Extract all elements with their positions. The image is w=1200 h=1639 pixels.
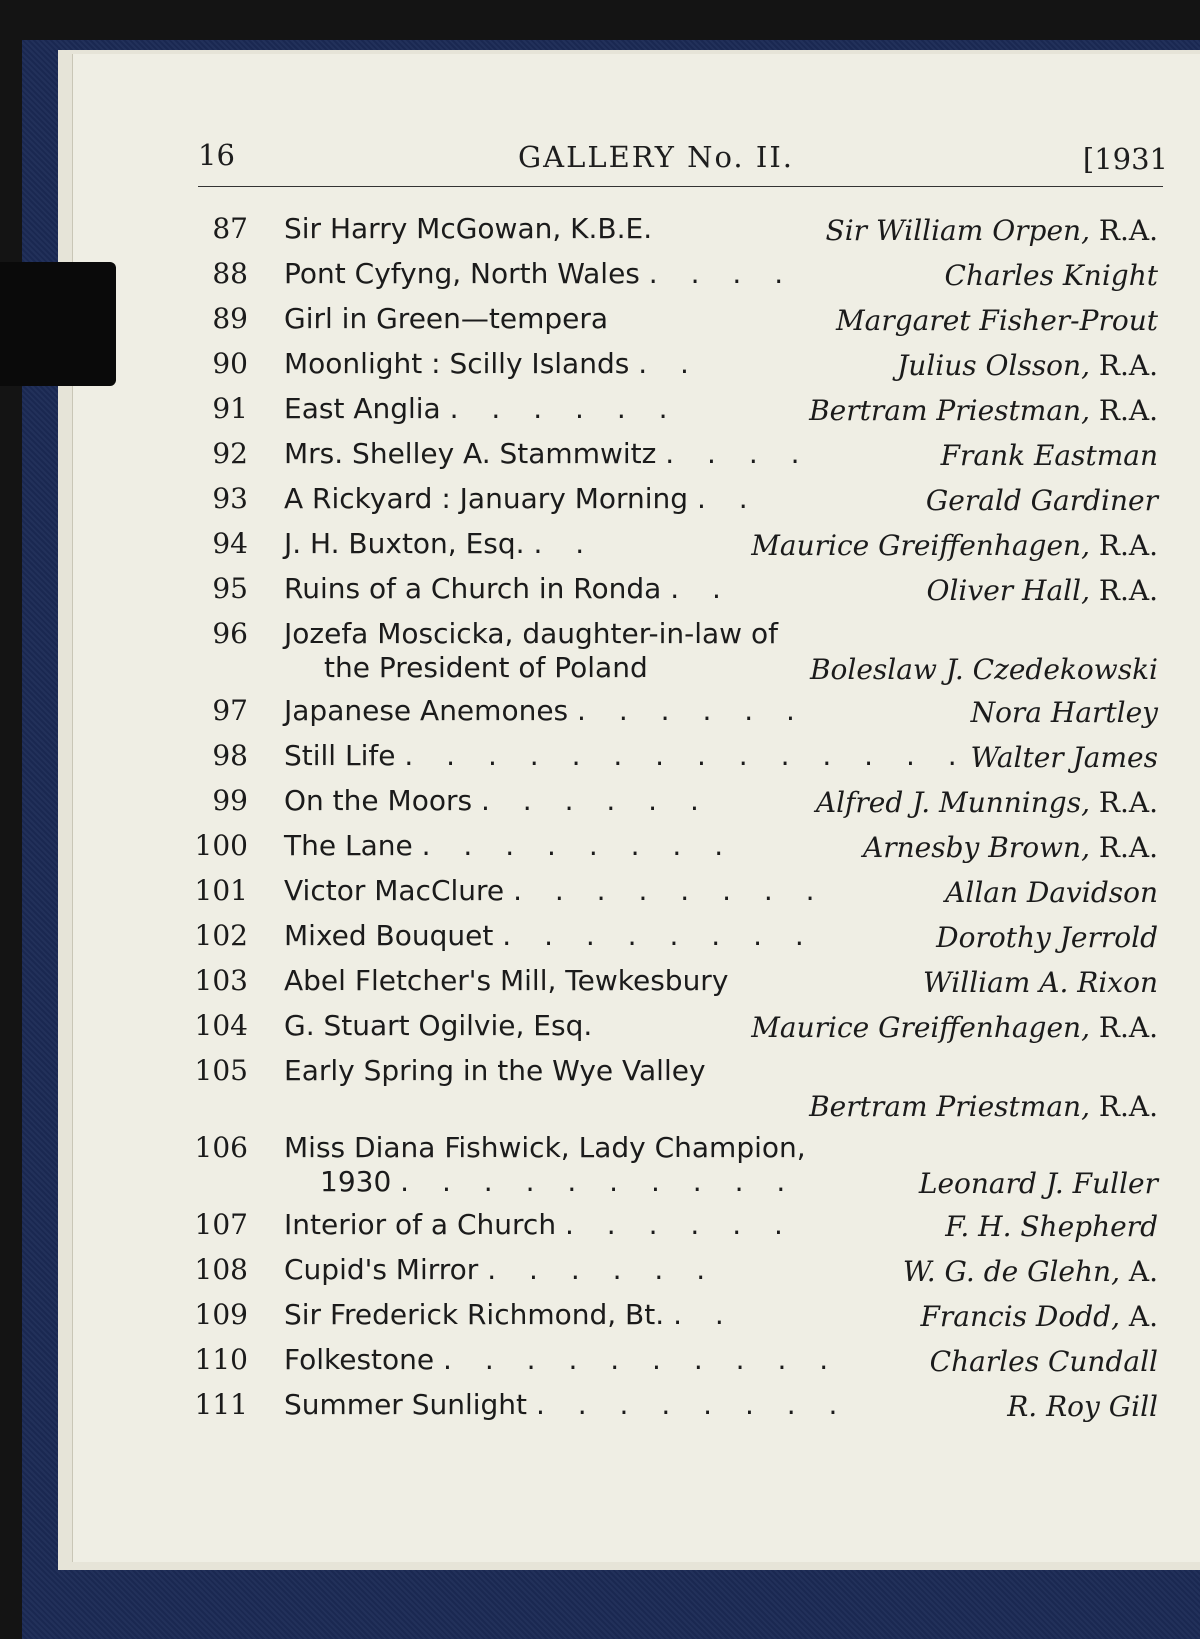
bookmark-tab: [0, 262, 116, 386]
artist-name: Charles Cundall: [929, 1345, 1158, 1378]
leader-dots: . . . . . . . . . .: [400, 1165, 798, 1198]
entry-artist: [751, 1011, 1158, 1044]
entry-title-line: [284, 257, 795, 290]
artist-name: W. G. de Glehn,: [902, 1255, 1120, 1288]
entry-title-line: [284, 617, 778, 650]
entry-title: Sir Frederick Richmond, Bt.: [284, 1298, 665, 1331]
entry-number: 106: [194, 1131, 248, 1164]
entry-title: Pont Cyfyng, North Wales: [284, 257, 640, 290]
catalogue-entry: [180, 1208, 1180, 1253]
leader-dots: . . . . . . . . . . . . . .: [404, 739, 969, 772]
leader-dots: . . . . . . . .: [502, 919, 816, 952]
entry-number: 109: [194, 1298, 248, 1331]
entry-artist: [903, 1255, 1158, 1288]
entry-number: 104: [194, 1009, 248, 1042]
catalogue-entry: [180, 1009, 1180, 1054]
artist-honour: A.: [1119, 1255, 1158, 1288]
entry-number: 110: [194, 1343, 248, 1376]
entry-title-line: [284, 874, 827, 907]
entry-artist: [926, 484, 1158, 517]
page-title: GALLERY No. II.: [518, 140, 794, 174]
artist-name: Walter James: [970, 741, 1158, 774]
entry-artist: [930, 1345, 1158, 1378]
entry-title-line: [284, 1388, 849, 1421]
entry-number: 100: [194, 829, 248, 862]
page-header: [198, 138, 1168, 186]
artist-name: Margaret Fisher-Prout: [835, 304, 1158, 337]
catalogue-entry: [180, 527, 1180, 572]
leader-dots: . . . . . .: [487, 1253, 718, 1286]
leader-dots: . .: [638, 347, 701, 380]
entry-artist: [941, 439, 1158, 472]
catalogue-entry: [180, 347, 1180, 392]
entry-artist: [920, 1300, 1158, 1333]
artist-honour: A.: [1119, 1300, 1158, 1333]
entry-number: 92: [212, 437, 248, 470]
catalogue-entry: [180, 482, 1180, 527]
entry-artist: [809, 1090, 1158, 1123]
artist-honour: R.A.: [1089, 786, 1158, 819]
entry-title-line: [284, 829, 735, 862]
leader-dots: . .: [673, 1298, 736, 1331]
leader-dots: . . . .: [665, 437, 812, 470]
entry-title-line: [284, 437, 812, 470]
entry-title-continued: 1930: [320, 1165, 392, 1198]
entry-title-line: [284, 392, 680, 425]
entry-title-line: [284, 1131, 806, 1164]
entry-title-line: [284, 1253, 717, 1286]
leader-dots: . .: [533, 527, 597, 560]
leader-dots: . .: [696, 482, 760, 515]
entry-artist: [810, 653, 1158, 686]
entry-title-line: [284, 1009, 592, 1042]
artist-name: Maurice Greiffenhagen,: [751, 1011, 1090, 1044]
artist-name: Dorothy Jerrold: [936, 921, 1158, 954]
artist-name: Julius Olsson,: [897, 349, 1090, 382]
entry-artist: [945, 259, 1158, 292]
entry-title-line: [284, 1343, 840, 1376]
entry-title: Summer Sunlight: [284, 1388, 528, 1421]
entry-title: J. H. Buxton, Esq.: [284, 527, 525, 560]
artist-honour: R.A.: [1089, 349, 1158, 382]
artist-name: Francis Dodd,: [920, 1300, 1120, 1333]
entry-number: 101: [194, 874, 248, 907]
artist-name: Alfred J. Munnings,: [815, 786, 1090, 819]
entry-artist: [927, 574, 1158, 607]
entry-title: East Anglia: [284, 392, 441, 425]
entry-number: 89: [212, 302, 248, 335]
entry-title-line: [284, 919, 816, 952]
entry-title-line: [284, 212, 652, 245]
entry-title-continued: the President of Poland: [324, 651, 648, 684]
entry-title-line: [284, 784, 711, 817]
entry-title: Mrs. Shelley A. Stammwitz: [284, 437, 657, 470]
artist-name: Charles Knight: [944, 259, 1158, 292]
entry-title: G. Stuart Ogilvie, Esq.: [284, 1009, 593, 1042]
entry-title: Ruins of a Church in Ronda: [284, 572, 662, 605]
entry-title: Interior of a Church: [284, 1208, 557, 1241]
entry-number: 98: [212, 739, 248, 772]
entry-title: Jozefa Moscicka, daughter-in-law of: [284, 617, 778, 650]
catalogue-entry: [180, 1343, 1180, 1388]
entry-title-line: [284, 482, 760, 515]
artist-honour: R.A.: [1089, 214, 1158, 247]
entry-title-line: [284, 694, 807, 727]
artist-name: Frank Eastman: [940, 439, 1158, 472]
entry-artist: [751, 529, 1158, 562]
entry-number: 102: [194, 919, 248, 952]
entry-artist: [826, 214, 1158, 247]
entry-artist: [863, 831, 1158, 864]
entry-title: The Lane: [284, 829, 413, 862]
entry-title: Still Life: [284, 739, 396, 772]
artist-honour: R.A.: [1089, 1090, 1158, 1123]
entry-number: 107: [194, 1208, 248, 1241]
catalogue-entry: [180, 874, 1180, 919]
artist-name: William A. Rixon: [923, 966, 1158, 999]
entry-title: Early Spring in the Wye Valley: [284, 1054, 706, 1087]
entry-artist: [809, 394, 1158, 427]
entry-title: Miss Diana Fishwick, Lady Champion,: [284, 1131, 806, 1164]
entry-artist: [897, 349, 1158, 382]
entry-title-line: [284, 1298, 736, 1331]
entry-artist: [923, 966, 1158, 999]
entry-number: 111: [194, 1388, 248, 1421]
artist-name: Leonard J. Fuller: [918, 1167, 1158, 1200]
catalogue-entry: [180, 257, 1180, 302]
entry-title: Sir Harry McGowan, K.B.E.: [284, 212, 653, 245]
leader-dots: . . . . . . . .: [513, 874, 827, 907]
entry-title: Folkestone: [284, 1343, 435, 1376]
leader-dots: . . . . . .: [449, 392, 680, 425]
entry-title-line: [284, 572, 733, 605]
entry-number: 94: [212, 527, 248, 560]
leader-dots: . . . . . .: [480, 784, 711, 817]
entry-title: Japanese Anemones: [284, 694, 569, 727]
entry-title-line: [284, 964, 728, 997]
entry-number: 103: [194, 964, 248, 997]
leader-dots: . . . .: [648, 257, 796, 290]
entry-title-line: [284, 302, 608, 335]
artist-honour: R.A.: [1089, 1011, 1158, 1044]
entry-artist: [945, 1210, 1158, 1243]
catalogue-entry: [180, 964, 1180, 1009]
catalogue-entry: [180, 212, 1180, 257]
entry-artist: [816, 786, 1158, 819]
entry-number: 87: [212, 212, 248, 245]
entry-artist: [836, 304, 1158, 337]
entry-artist: [945, 876, 1158, 909]
entry-number: 90: [212, 347, 248, 380]
catalogue-entry: [180, 1253, 1180, 1298]
leader-dots: . . . . . .: [577, 694, 807, 727]
artist-honour: R.A.: [1089, 394, 1158, 427]
entry-title-line: [284, 1054, 706, 1087]
artist-name: Arnesby Brown,: [863, 831, 1090, 864]
entry-number: 108: [194, 1253, 248, 1286]
entry-number: 99: [212, 784, 248, 817]
artist-name: R. Roy Gill: [1007, 1390, 1158, 1423]
catalogue-entry: [180, 302, 1180, 347]
entry-title: On the Moors: [284, 784, 473, 817]
catalogue-entry: [180, 1054, 1180, 1131]
artist-honour: R.A.: [1089, 529, 1158, 562]
entry-title: Mixed Bouquet: [284, 919, 494, 952]
entry-title: Victor MacClure: [284, 874, 505, 907]
entry-title-line: [284, 527, 596, 560]
artist-name: Bertram Priestman,: [809, 394, 1090, 427]
entry-number: 95: [212, 572, 248, 605]
entry-title: Girl in Green—tempera: [284, 302, 609, 335]
artist-name: Sir William Orpen,: [825, 214, 1090, 247]
leader-dots: . . . . . .: [564, 1208, 795, 1241]
leader-dots: . . . . . . . .: [535, 1388, 850, 1421]
catalogue-entry: [180, 1388, 1180, 1433]
catalogue-entry: [180, 617, 1180, 694]
artist-name: Gerald Gardiner: [925, 484, 1158, 517]
entry-number: 96: [212, 617, 248, 650]
artist-name: Nora Hartley: [970, 696, 1158, 729]
entry-title: A Rickyard : January Morning: [284, 482, 689, 515]
entry-number: 88: [212, 257, 248, 290]
entry-title-line-2: [320, 1165, 797, 1198]
catalogue-entry: [180, 739, 1180, 784]
entry-number: 91: [212, 392, 248, 425]
artist-honour: R.A.: [1089, 831, 1158, 864]
artist-honour: R.A.: [1089, 574, 1158, 607]
entry-title-line-2: [324, 651, 648, 684]
leader-dots: . . . . . . . .: [421, 829, 736, 862]
artist-name: Maurice Greiffenhagen,: [751, 529, 1090, 562]
entry-artist: [1007, 1390, 1158, 1423]
entry-number: 93: [212, 482, 248, 515]
entry-title: Cupid's Mirror: [284, 1253, 479, 1286]
entry-title-line: [284, 1208, 795, 1241]
header-rule: [198, 186, 1163, 187]
catalogue-entry: [180, 572, 1180, 617]
leader-dots: . .: [670, 572, 733, 605]
catalogue-entry: [180, 784, 1180, 829]
entry-artist: [919, 1167, 1158, 1200]
entry-artist: [971, 696, 1158, 729]
artist-name: Bertram Priestman,: [809, 1090, 1090, 1123]
catalogue-entry: [180, 437, 1180, 482]
catalogue-entry: [180, 392, 1180, 437]
catalogue-entry: [180, 1298, 1180, 1343]
entry-number: 97: [212, 694, 248, 727]
artist-name: Allan Davidson: [945, 876, 1158, 909]
artist-name: Oliver Hall,: [926, 574, 1090, 607]
catalogue-entry: [180, 1131, 1180, 1208]
entry-title: Abel Fletcher's Mill, Tewkesbury: [284, 964, 729, 997]
entry-title-line: [284, 347, 701, 380]
page-number: 16: [198, 138, 235, 172]
entry-title: Moonlight : Scilly Islands: [284, 347, 630, 380]
artist-name: F. H. Shepherd: [945, 1210, 1158, 1243]
catalogue-list: [180, 212, 1180, 1433]
entry-number: 105: [194, 1054, 248, 1087]
entry-artist: [970, 741, 1158, 774]
catalogue-entry: [180, 694, 1180, 739]
catalogue-entry: [180, 829, 1180, 874]
artist-name: Boleslaw J. Czedekowski: [809, 653, 1158, 686]
page-year: [1931: [1082, 142, 1168, 176]
leader-dots: . . . . . . . . . .: [443, 1343, 841, 1376]
entry-artist: [936, 921, 1158, 954]
catalogue-entry: [180, 919, 1180, 964]
entry-title-line: [284, 739, 969, 772]
